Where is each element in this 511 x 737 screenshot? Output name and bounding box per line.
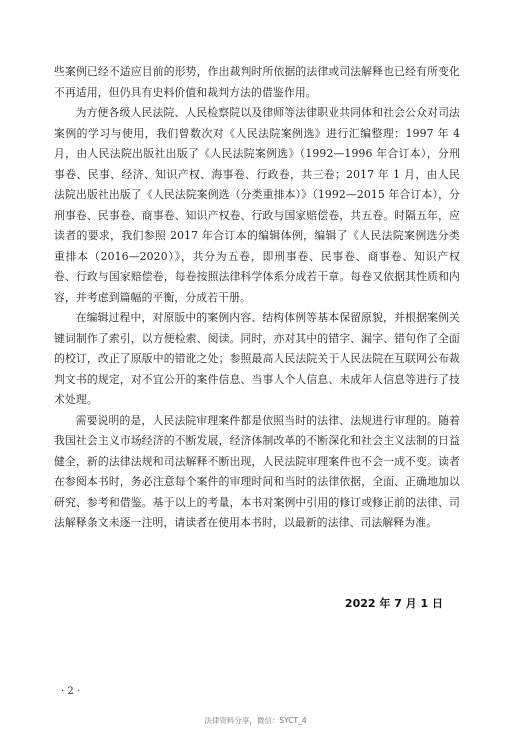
paragraph-editing-process: 在编辑过程中，对原版中的案例内容、结构体例等基本保留原貌，并根据案例关键词制作了索引，以方便检索、阅读。同时，亦对其中的错字、漏字、错句作了全面的校订，改正了原版中的错讹之处；参照最高人民法院关于人民法院在互联网公布裁判文书的规定，对不宜公开的案件信息、当事人个人信息、未成年人信息等进行了技术处理。 — [54, 311, 460, 406]
body-text — [54, 62, 460, 534]
page-number: · 2 · — [61, 686, 81, 697]
paragraph-compilation-history: 为方便各级人民法院、人民检察院以及律师等法律职业共同体和社会公众对司法案例的学习与使用，我们曾数次对《人民法院案例选》进行汇编整理：1997 年 4 月，由人民法院出版社出版了《人民法院案例选》（1992—1996 年合订本），分刑事卷、民事、经济、知识产权、海事卷、行政卷，共三卷；2017 年 1 月，由人民法院出版社出版了《人民法院案例选（分类重排本）》（1992—2015 年合订本），分刑事卷、民事卷、商事卷、知识产权卷、行政与国家赔偿卷，共五卷。时隔五年，应读者的要求，我们参照 2017 年合订本的编辑体例，编辑了《人民法院案例选分类重排本（2016—2020）》，共分为五卷，即刑事卷、民事卷、商事卷、知识产权卷、行政与国家赔偿卷，每卷按照法律科学体系分成若干章。每卷又依据其性质和内容，并考虑到篇幅的平衡，分成若干册。 — [54, 106, 460, 304]
signature-date: 2022 年 7 月 1 日 — [344, 597, 443, 610]
footer-watermark: 法律资料分享，微信：SYCT_4 — [204, 716, 307, 725]
paragraph-continuation: 些案例已经不适应目前的形势，作出裁判时所依据的法律或司法解释也已经有所变化不再适用，但仍具有史料价值和裁判方法的借鉴作用。 — [54, 65, 460, 99]
paragraph-usage-note: 需要说明的是，人民法院审理案件都是依照当时的法律、法规进行审理的。随着我国社会主义市场经济的不断发展，经济体制改革的不断深化和社会主义法制的日益健全，新的法律法规和司法解释不断出现，人民法院审理案件也不会一成不变。读者在参阅本书时，务必注意每个案件的审理时间和当时的法律依据，全面、正确地加以研究、参考和借鉴。基于以上的考量，本书对案例中引用的修订或修正前的法律、司法解释条文未逐一注明，请读者在使用本书时，以最新的法律、司法解释为准。 — [54, 413, 460, 529]
